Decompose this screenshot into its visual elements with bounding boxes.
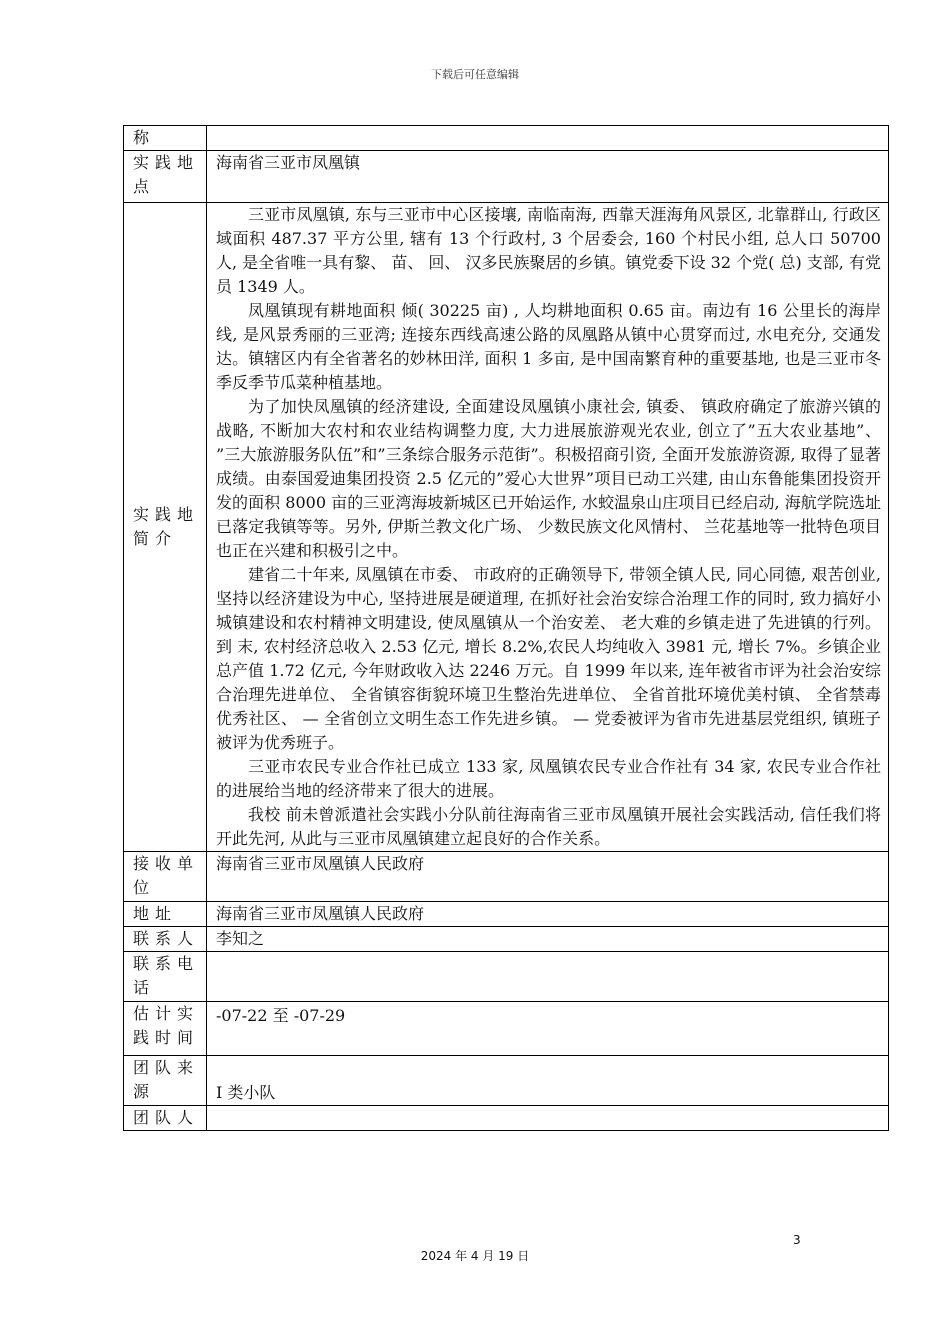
intro-paragraph: 为了加快凤凰镇的经济建设, 全面建设凤凰镇小康社会, 镇委、 镇政府确定了旅游兴镇的战略, 不断加大农村和农业结构调整力度, 大力进展旅游观光农业, 创立了”五大农业基地”、 ”三大旅游服务队伍”和”三条综合服务示范街”。积极招商引资, 全面开发旅游资源, 取得了显著成绩。由泰国爱迪集团投资 2.5 亿元的”爱心大世界”项目已动工兴建, 由山东鲁能集团投资开发的面积 8000 亩的三亚湾海坡新城区已开始运作, 水蛟温泉山庄项目已经启动, 海航学院选址已落定我镇等等。另外, 伊斯兰教文化广场、 少数民族文化风情村、 兰花基地等一批特色项目也正在兴建和积极引之中。 bbox=[216, 397, 881, 560]
value-time: -07-22 至 -07-29 bbox=[207, 1002, 889, 1056]
intro-paragraph: 三亚市农民专业合作社已成立 133 家, 凤凰镇农民专业合作社有 34 家, 农民专业合作社的进展给当地的经济带来了很大的进展。 bbox=[216, 757, 881, 800]
intro-paragraph: 三亚市凤凰镇, 东与三亚市中心区接壤, 南临南海, 西靠天涯海角风景区, 北靠群山, 行政区域面积 487.37 平方公里, 辖有 13 个行政村, 3 个居委会, 160 个村民小组, 总人口 50700 人, 是全省唯一具有黎、 苗、 回、 汉多民族聚居的乡镇。镇党委下设 32 个党( 总) 支部, 有党员 1349 人。 bbox=[216, 205, 881, 296]
page-number: 3 bbox=[793, 1233, 801, 1247]
label-intro: 实践地简介 bbox=[124, 203, 207, 852]
label-members: 团队人 bbox=[124, 1106, 207, 1131]
row-phone bbox=[124, 952, 889, 1002]
row-address bbox=[124, 902, 889, 927]
label-source: 团队来源 bbox=[124, 1056, 207, 1106]
row-time bbox=[124, 1002, 889, 1056]
value-source: I 类小队 bbox=[207, 1056, 889, 1106]
label-time: 估计实践时间 bbox=[124, 1002, 207, 1056]
value-name bbox=[207, 126, 889, 151]
label-name: 称 bbox=[124, 126, 207, 151]
intro-paragraph: 凤凰镇现有耕地面积 倾( 30225 亩) , 人均耕地面积 0.65 亩。南边有 16 公里长的海岸线, 是风景秀丽的三亚湾; 连接东西线高速公路的凤凰路从镇中心贯穿而过, 水电充分, 交通发达。镇辖区内有全省著名的妙林田洋, 面积 1 多亩, 是中国南繁育种的重要基地, 也是三亚市冬季反季节瓜菜种植基地。 bbox=[216, 301, 881, 392]
row-source bbox=[124, 1056, 889, 1106]
row-members bbox=[124, 1106, 889, 1131]
row-receiver bbox=[124, 852, 889, 902]
intro-text bbox=[207, 203, 889, 852]
row-name bbox=[124, 126, 889, 151]
row-intro bbox=[124, 203, 889, 852]
value-members bbox=[207, 1106, 889, 1131]
label-address: 地址 bbox=[124, 902, 207, 927]
row-contact bbox=[124, 927, 889, 952]
footer-date: 2024 年 4 月 19 日 bbox=[420, 1249, 530, 1263]
intro-paragraph: 我校 前未曾派遣社会实践小分队前往海南省三亚市凤凰镇开展社会实践活动, 信任我们将开此先河, 从此与三亚市凤凰镇建立起良好的合作关系。 bbox=[216, 805, 881, 848]
label-contact: 联系人 bbox=[124, 927, 207, 952]
label-phone: 联系电话 bbox=[124, 952, 207, 1002]
intro-paragraph: 建省二十年来, 凤凰镇在市委、 市政府的正确领导下, 带领全镇人民, 同心同德, 艰苦创业, 坚持以经济建设为中心, 坚持进展是硬道理, 在抓好社会治安综合治理工作的同时, 致力搞好小城镇建设和农村精神文明建设, 使凤凰镇从一个治安差、 老大难的乡镇走进了先进镇的行列。到 末, 农村经济总收入 2.53 亿元, 增长 8.2%,农民人均纯收入 3981 元, 增长 7%。乡镇企业总产值 1.72 亿元, 今年财政收入达 2246 万元。自 1999 年以来, 连年被省市评为社会治安综合治理先进单位、 全省镇容街貌环境卫生整治先进单位、 全省首批环境优美村镇、 全省禁毒优秀社区、 — 全省创立文明生态工作先进乡镇。 — 党委被评为省市先进基层党组织, 镇班子被评为优秀班子。 bbox=[216, 565, 881, 752]
row-location bbox=[124, 151, 889, 203]
label-location: 实践地点 bbox=[124, 151, 207, 203]
practice-info-table bbox=[123, 125, 889, 1131]
value-address: 海南省三亚市凤凰镇人民政府 bbox=[207, 902, 889, 927]
value-phone bbox=[207, 952, 889, 1002]
label-receiver: 接收单位 bbox=[124, 852, 207, 902]
value-contact: 李知之 bbox=[207, 927, 889, 952]
value-receiver: 海南省三亚市凤凰镇人民政府 bbox=[207, 852, 889, 902]
value-location: 海南省三亚市凤凰镇 bbox=[207, 151, 889, 203]
header-note: 下载后可任意编辑 bbox=[431, 68, 519, 81]
